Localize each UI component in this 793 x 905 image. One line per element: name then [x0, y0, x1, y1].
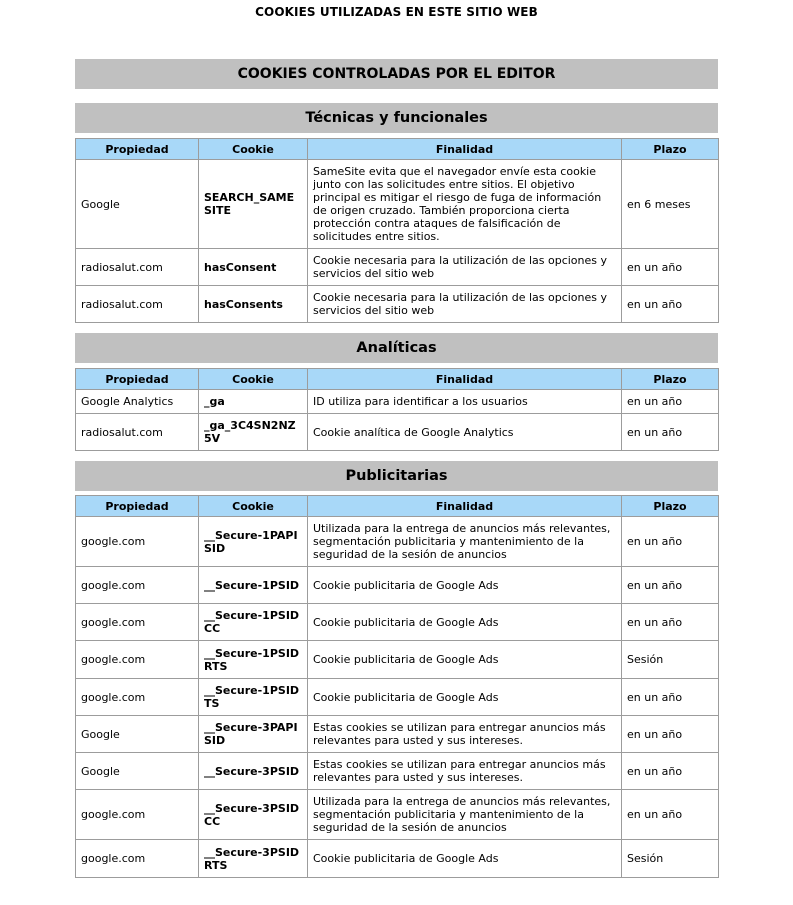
cell-finalidad: Cookie publicitaria de Google Ads	[308, 567, 622, 604]
cell-cookie: __Secure-1PAPISID	[199, 517, 308, 567]
cell-plazo: en un año	[622, 679, 719, 716]
cell-cookie: hasConsent	[199, 249, 308, 286]
header-finalidad: Finalidad	[308, 369, 622, 390]
cell-cookie: hasConsents	[199, 286, 308, 323]
section-title: COOKIES CONTROLADAS POR EL EDITOR	[75, 59, 718, 89]
cell-plazo: Sesión	[622, 641, 719, 679]
cell-propiedad: google.com	[76, 790, 199, 840]
cell-finalidad: Cookie necesaria para la utilización de las opciones y servicios del sitio web	[308, 249, 622, 286]
cell-propiedad: google.com	[76, 840, 199, 878]
cell-plazo: en un año	[622, 604, 719, 641]
cell-propiedad: radiosalut.com	[76, 249, 199, 286]
cell-finalidad: Cookie publicitaria de Google Ads	[308, 604, 622, 641]
cell-cookie: __Secure-1PSIDTS	[199, 679, 308, 716]
section-editor-cookies	[75, 59, 718, 89]
cell-finalidad: Estas cookies se utilizan para entregar anuncios más relevantes para usted y sus intereses.	[308, 753, 622, 790]
cell-finalidad: Cookie analítica de Google Analytics	[308, 414, 622, 451]
table-row	[76, 160, 719, 249]
table-row	[76, 790, 719, 840]
cookies-table	[75, 368, 719, 451]
table-row	[76, 840, 719, 878]
table-row	[76, 641, 719, 679]
header-cookie: Cookie	[199, 139, 308, 160]
table-header-row	[76, 496, 719, 517]
cell-plazo: en un año	[622, 286, 719, 323]
table-row	[76, 390, 719, 414]
group-publicitarias	[75, 461, 718, 878]
group-title: Publicitarias	[75, 461, 718, 491]
cell-propiedad: Google	[76, 716, 199, 753]
cell-cookie: __Secure-3PSID	[199, 753, 308, 790]
cell-plazo: en un año	[622, 249, 719, 286]
cell-cookie: _ga	[199, 390, 308, 414]
group-analiticas	[75, 333, 718, 451]
cell-finalidad: Estas cookies se utilizan para entregar anuncios más relevantes para usted y sus intereses.	[308, 716, 622, 753]
page-title: COOKIES UTILIZADAS EN ESTE SITIO WEB	[255, 5, 538, 19]
cell-cookie: __Secure-3PSIDRTS	[199, 840, 308, 878]
header-cookie: Cookie	[199, 369, 308, 390]
table-row	[76, 604, 719, 641]
cell-propiedad: Google Analytics	[76, 390, 199, 414]
cell-cookie: SEARCH_SAMESITE	[199, 160, 308, 249]
cell-plazo: en un año	[622, 790, 719, 840]
cell-finalidad: ID utiliza para identificar a los usuarios	[308, 390, 622, 414]
cell-finalidad: Cookie necesaria para la utilización de las opciones y servicios del sitio web	[308, 286, 622, 323]
table-row	[76, 716, 719, 753]
cell-propiedad: Google	[76, 753, 199, 790]
header-finalidad: Finalidad	[308, 139, 622, 160]
cell-cookie: __Secure-3PAPISID	[199, 716, 308, 753]
cell-finalidad: SameSite evita que el navegador envíe esta cookie junto con las solicitudes entre sitios. El objetivo principal es mitigar el riesgo de fuga de información de origen cruzado. También proporciona cierta protección contra ataques de falsificación de solicitudes entre sitios.	[308, 160, 622, 249]
cell-cookie: __Secure-3PSIDCC	[199, 790, 308, 840]
cell-propiedad: google.com	[76, 567, 199, 604]
cookies-table	[75, 138, 719, 323]
table-row	[76, 517, 719, 567]
cell-plazo: en un año	[622, 414, 719, 451]
cell-finalidad: Utilizada para la entrega de anuncios más relevantes, segmentación publicitaria y mantenimiento de la seguridad de la sesión de anuncios	[308, 517, 622, 567]
cell-cookie: __Secure-1PSIDCC	[199, 604, 308, 641]
cell-propiedad: Google	[76, 160, 199, 249]
cell-propiedad: google.com	[76, 517, 199, 567]
cell-propiedad: google.com	[76, 604, 199, 641]
cell-cookie: __Secure-1PSID	[199, 567, 308, 604]
group-title: Analíticas	[75, 333, 718, 363]
cell-finalidad: Utilizada para la entrega de anuncios más relevantes, segmentación publicitaria y mantenimiento de la seguridad de la sesión de anuncios	[308, 790, 622, 840]
header-cookie: Cookie	[199, 496, 308, 517]
cell-cookie: __Secure-1PSIDRTS	[199, 641, 308, 679]
cell-plazo: en un año	[622, 390, 719, 414]
table-row	[76, 249, 719, 286]
cell-propiedad: google.com	[76, 679, 199, 716]
group-tecnicas	[75, 103, 718, 323]
table-row	[76, 567, 719, 604]
header-plazo: Plazo	[622, 139, 719, 160]
cell-propiedad: google.com	[76, 641, 199, 679]
cell-propiedad: radiosalut.com	[76, 286, 199, 323]
cell-finalidad: Cookie publicitaria de Google Ads	[308, 679, 622, 716]
header-propiedad: Propiedad	[76, 139, 199, 160]
group-title: Técnicas y funcionales	[75, 103, 718, 133]
cell-plazo: en un año	[622, 753, 719, 790]
cell-plazo: en 6 meses	[622, 160, 719, 249]
cookies-table	[75, 495, 719, 878]
table-row	[76, 679, 719, 716]
table-row	[76, 286, 719, 323]
cell-cookie: _ga_3C4SN2NZ5V	[199, 414, 308, 451]
header-plazo: Plazo	[622, 496, 719, 517]
cell-finalidad: Cookie publicitaria de Google Ads	[308, 840, 622, 878]
cell-plazo: en un año	[622, 567, 719, 604]
cell-plazo: Sesión	[622, 840, 719, 878]
cell-propiedad: radiosalut.com	[76, 414, 199, 451]
header-plazo: Plazo	[622, 369, 719, 390]
header-propiedad: Propiedad	[76, 369, 199, 390]
cell-finalidad: Cookie publicitaria de Google Ads	[308, 641, 622, 679]
table-header-row	[76, 369, 719, 390]
table-header-row	[76, 139, 719, 160]
table-row	[76, 414, 719, 451]
header-finalidad: Finalidad	[308, 496, 622, 517]
table-row	[76, 753, 719, 790]
cell-plazo: en un año	[622, 716, 719, 753]
cell-plazo: en un año	[622, 517, 719, 567]
header-propiedad: Propiedad	[76, 496, 199, 517]
